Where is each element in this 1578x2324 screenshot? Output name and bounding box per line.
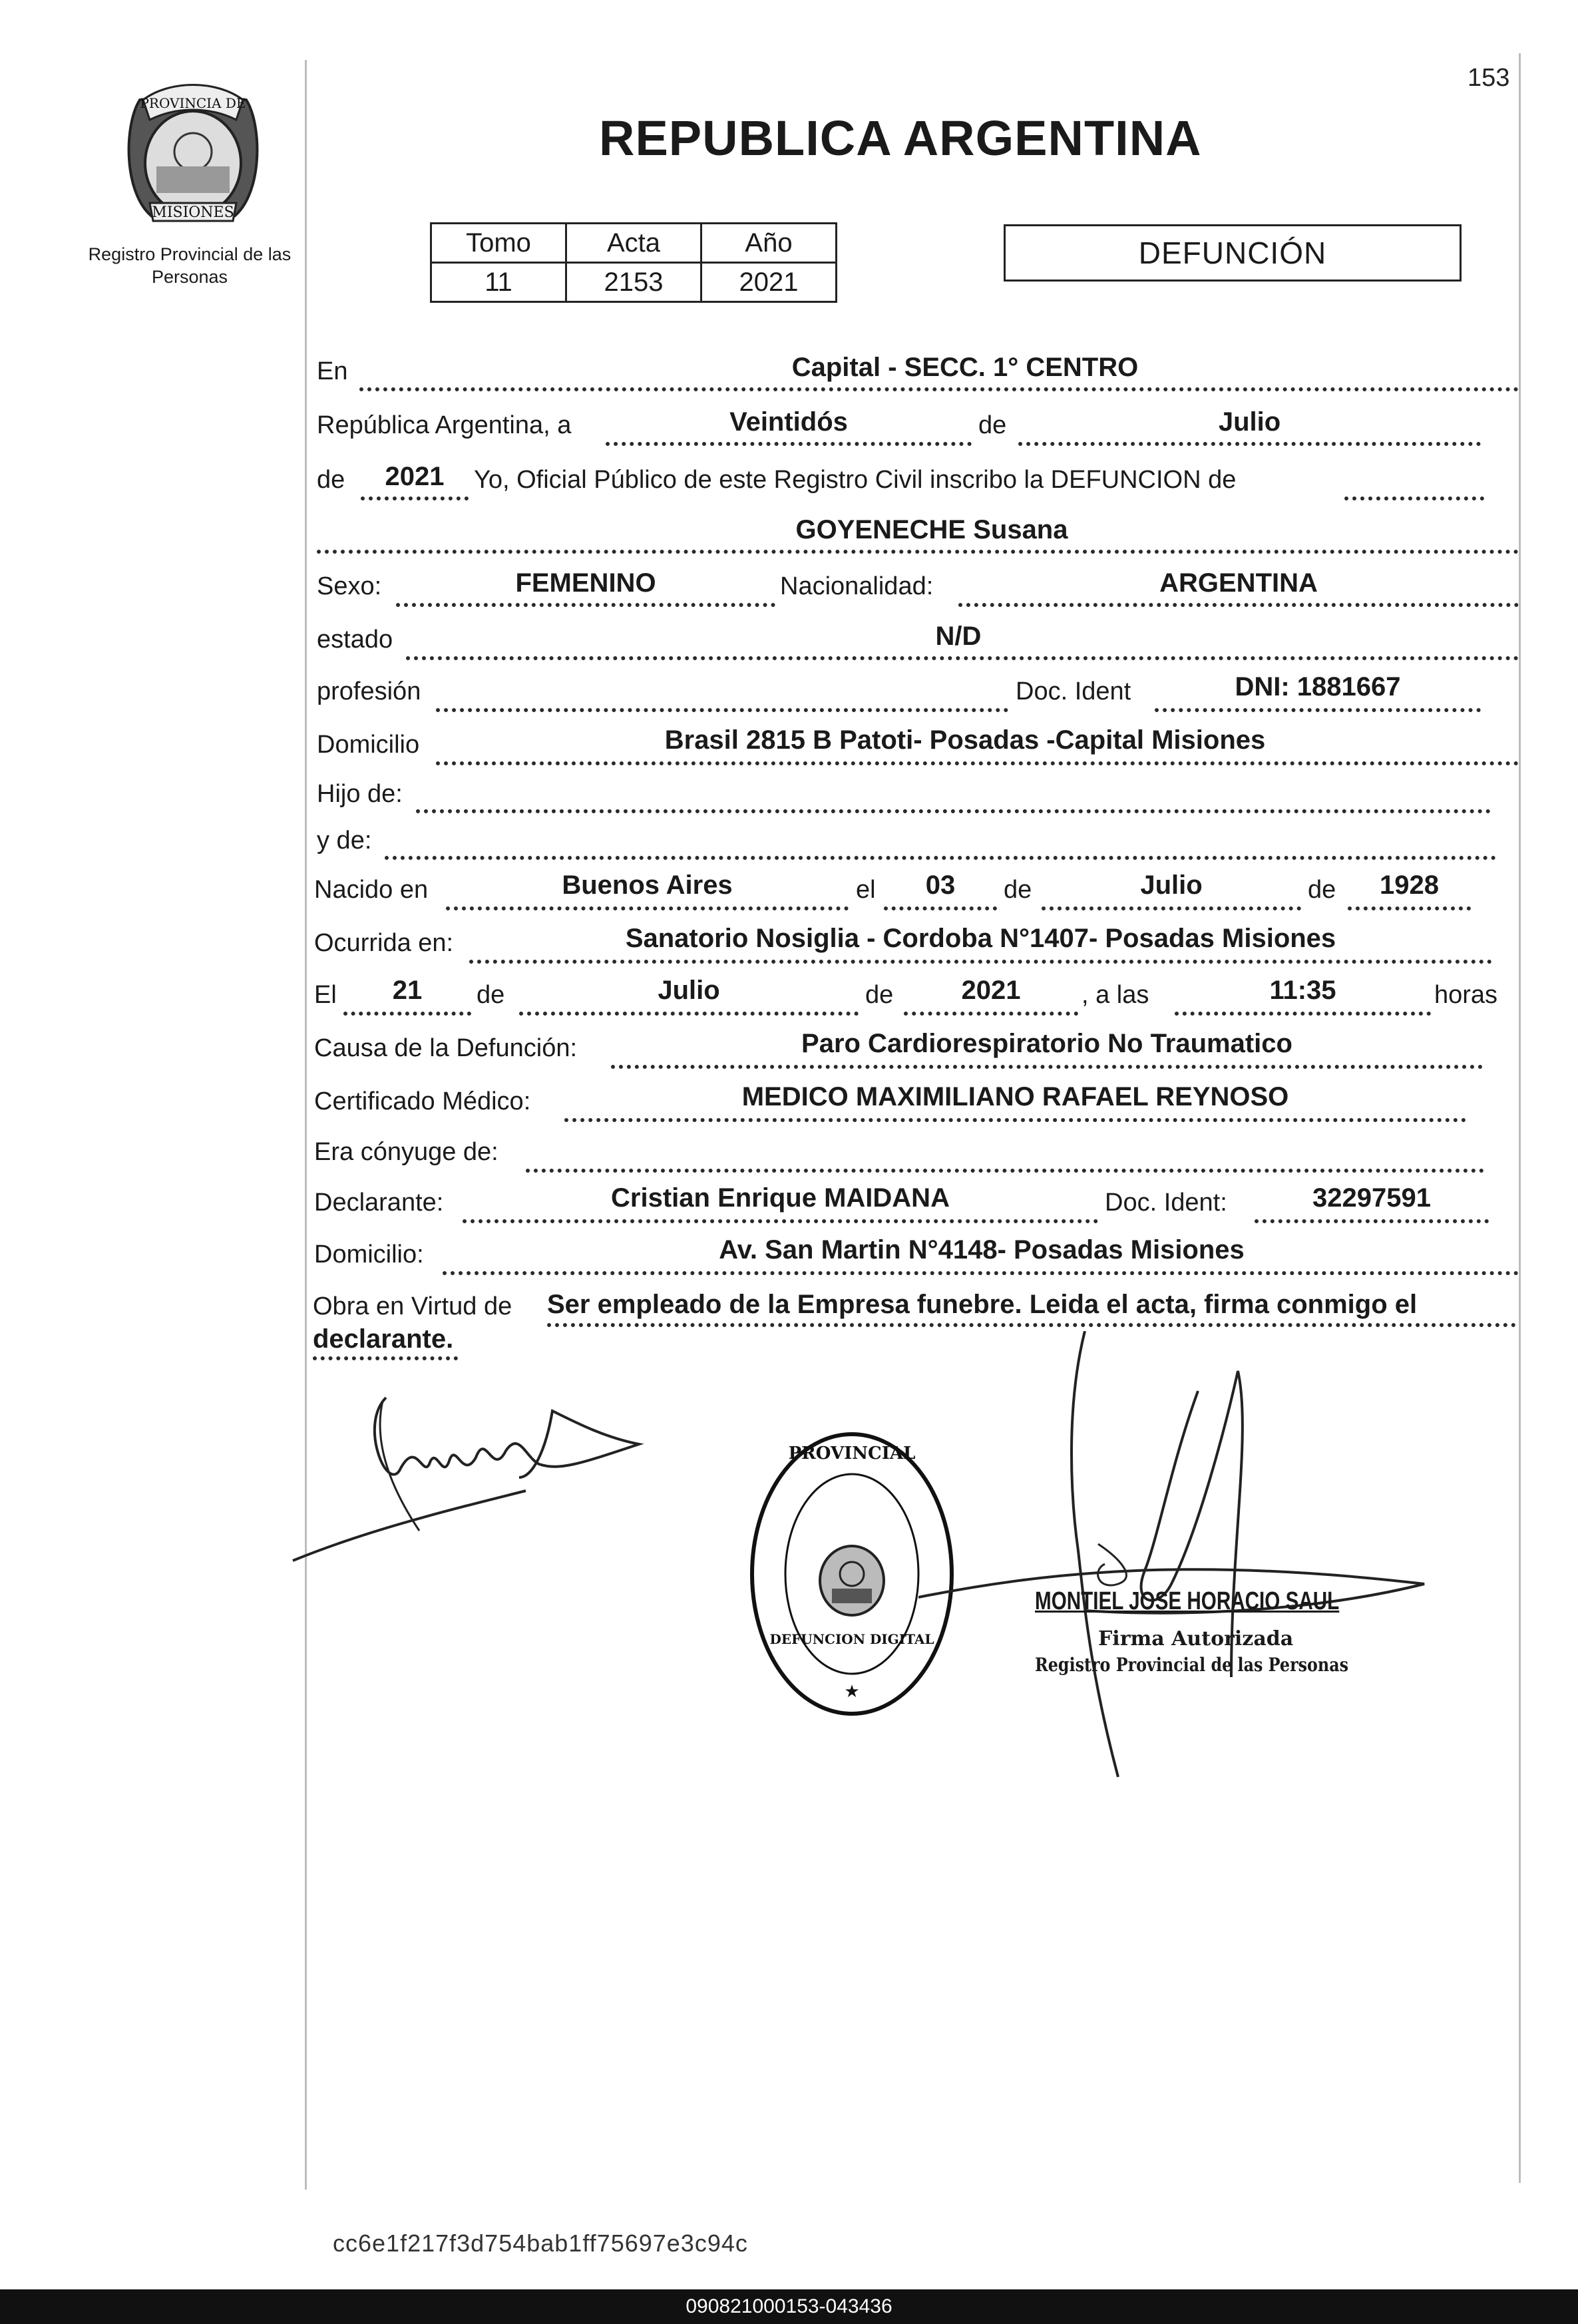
de-label: de [978,411,1007,439]
dotted-line [396,603,775,607]
dotted-line [469,960,1492,964]
dotted-line [884,906,997,910]
page-title: REPUBLICA ARGENTINA [599,110,1202,166]
place-value: Capital - SECC. 1° CENTRO [791,353,1139,382]
table-row [431,224,837,263]
official-role: Firma Autorizada [1098,1627,1294,1650]
dotted-line [446,906,849,910]
ocurrida-label: Ocurrida en: [314,929,454,957]
right-margin-line [1519,53,1521,2183]
hijo-label: Hijo de: [317,780,403,808]
record-type-box: DEFUNCIÓN [1004,224,1462,282]
hora-value: 11:35 [1269,976,1336,1005]
domicilio2-value: Av. San Martin N°4148- Posadas Misiones [719,1235,1245,1264]
seal-text: PROVINCIA DE [140,95,246,111]
dotted-line [1344,496,1484,500]
declarant-signature [286,1371,659,1584]
de-label: de [1004,876,1032,904]
deceased-name: GOYENECHE Susana [795,515,1068,544]
domicilio-label: Domicilio [317,731,420,759]
document-hash: cc6e1f217f3d754bab1ff75697e3c94c [333,2229,748,2257]
record-table [430,222,837,303]
doc-ident-label: Doc. Ident: [1105,1189,1227,1217]
el-cap-label: El [314,981,337,1009]
dotted-line [1348,906,1471,910]
en-label: En [317,357,348,385]
dotted-line [1175,1012,1431,1016]
nacido-mes-value: Julio [1140,871,1203,900]
dotted-line [1155,708,1481,712]
dotted-line [436,708,1008,712]
certificado-value: MEDICO MAXIMILIANO RAFAEL REYNOSO [741,1082,1289,1111]
table-header: Acta [566,224,701,263]
day-text-value: Veintidós [729,407,848,437]
causa-label: Causa de la Defunción: [314,1034,578,1062]
profesion-label: profesión [317,678,421,705]
dotted-line [359,387,1519,391]
de-label: de [865,981,894,1009]
table-cell: 2021 [701,263,837,302]
dotted-line [606,442,972,446]
estado-value: N/D [935,622,982,651]
page-number: 153 [1468,64,1510,92]
def-anio-value: 2021 [961,976,1021,1005]
dotted-line [443,1271,1519,1275]
obra-line1: Ser empleado de la Empresa funebre. Leida el acta, firma conmigo el [547,1290,1418,1319]
doc-value: DNI: 1881667 [1235,672,1401,701]
nacido-label: Nacido en [314,876,429,904]
dotted-line [416,809,1491,813]
table-cell: 11 [431,263,566,302]
de-label: de [317,466,345,494]
def-dia-value: 21 [392,976,423,1005]
declarante-doc-value: 32297591 [1312,1183,1431,1213]
svg-text:PROVINCIAL: PROVINCIAL [788,1444,916,1463]
dotted-line [611,1065,1483,1069]
domicilio-value: Brasil 2815 B Patoti- Posadas -Capital Misiones [664,725,1266,755]
official-name: MONTIEL JOSE HORACIO SAUL [1035,1587,1340,1615]
dotted-line [564,1118,1466,1122]
dotted-line [1042,906,1301,910]
sexo-value: FEMENINO [515,568,656,598]
official-text: Yo, Oficial Público de este Registro Civil inscribo la DEFUNCION de [474,466,1237,494]
nacido-anio-value: 1928 [1380,871,1439,900]
estado-label: estado [317,626,393,654]
table-header: Tomo [431,224,566,263]
left-margin-line [305,60,307,2190]
dotted-line [519,1012,859,1016]
horas-label: horas [1434,981,1498,1009]
conyuge-label: Era cónyuge de: [314,1138,498,1166]
official-signature [918,1331,1438,1784]
declarante-value: Cristian Enrique MAIDANA [611,1183,950,1213]
month-value: Julio [1218,407,1281,437]
y-de-label: y de: [317,827,372,855]
dotted-line [547,1323,1516,1327]
svg-text:MISIONES: MISIONES [152,204,234,221]
domicilio2-label: Domicilio: [314,1241,424,1268]
dotted-line [463,1219,1098,1223]
official-registry: Registro Provincial de las Personas [1035,1654,1349,1676]
dotted-line [317,550,1519,554]
nacido-lugar-value: Buenos Aires [562,871,733,900]
el-label: el [856,876,876,904]
dotted-line [436,761,1519,765]
registry-name: Registro Provincial de las Personas [88,244,292,287]
nacido-dia-value: 03 [925,871,956,900]
footer-code: 090821000153-043436 [0,2289,1578,2324]
dotted-line [313,1356,458,1360]
sexo-label: Sexo: [317,572,382,600]
dotted-line [958,603,1519,607]
dotted-line [361,496,469,500]
dotted-line [526,1169,1484,1173]
year-value: 2021 [385,462,445,491]
declarante-label: Declarante: [314,1189,444,1217]
certificado-label: Certificado Médico: [314,1087,531,1115]
table-row [431,263,837,302]
table-cell: 2153 [566,263,701,302]
de-label: de [477,981,505,1009]
stamp-inner-text: DEFUNCION DIGITAL [769,1631,934,1647]
republica-label: República Argentina, a [317,411,572,439]
province-seal [116,73,270,233]
dotted-line [904,1012,1078,1016]
doc-label: Doc. Ident [1016,678,1131,705]
dotted-line [1255,1219,1489,1223]
svg-text:★: ★ [844,1682,860,1702]
table-header: Año [701,224,837,263]
causa-value: Paro Cardiorespiratorio No Traumatico [801,1029,1292,1058]
dotted-line [343,1012,471,1016]
ocurrida-value: Sanatorio Nosiglia - Cordoba N°1407- Posadas Misiones [625,924,1336,953]
nacionalidad-label: Nacionalidad: [780,572,934,600]
def-mes-value: Julio [658,976,720,1005]
a-las-label: , a las [1082,981,1149,1009]
dotted-line [1018,442,1481,446]
de-label: de [1308,876,1336,904]
dotted-line [406,656,1519,660]
obra-label: Obra en Virtud de [313,1292,512,1320]
obra-line2: declarante. [313,1324,454,1354]
nacionalidad-value: ARGENTINA [1159,568,1318,598]
dotted-line [385,856,1496,860]
